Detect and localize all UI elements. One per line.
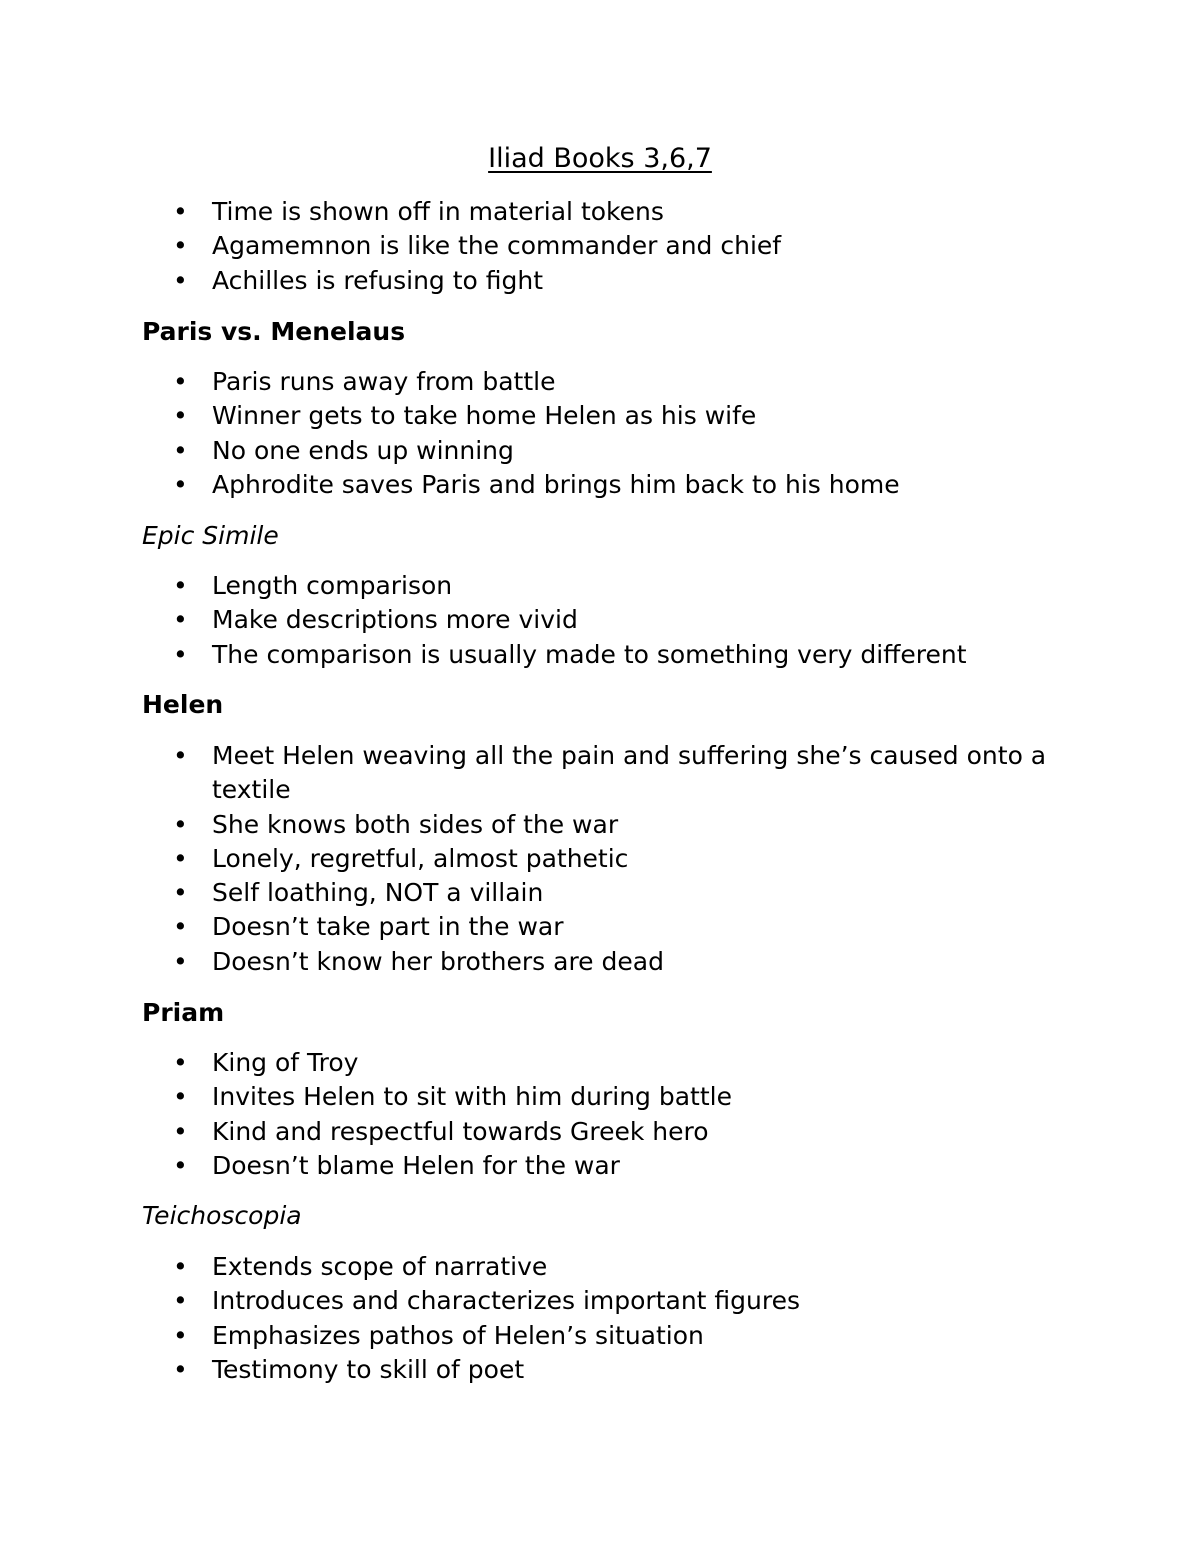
section-heading-teichoscopia: Teichoscopia: [142, 1201, 302, 1230]
page-title: [0, 141, 1200, 177]
list-item: • Doesn’t know her brothers are dead: [0, 945, 1200, 979]
section-list-epic-simile: [0, 569, 1200, 672]
section-list-paris-vs-menelaus: [0, 365, 1200, 502]
list-item: • King of Troy: [0, 1046, 1200, 1080]
list-item: • Time is shown off in material tokens: [0, 195, 1200, 229]
list-item: • Emphasizes pathos of Helen’s situation: [0, 1319, 1200, 1353]
list-item: • She knows both sides of the war: [0, 808, 1200, 842]
list-item: • Extends scope of narrative: [0, 1250, 1200, 1284]
section-heading-priam: Priam: [142, 998, 225, 1027]
list-item: • Agamemnon is like the commander and chief: [0, 229, 1200, 263]
intro-list: [0, 195, 1200, 298]
list-item: • Length comparison: [0, 569, 1200, 603]
list-item: • Testimony to skill of poet: [0, 1353, 1200, 1387]
list-item: • Doesn’t take part in the war: [0, 910, 1200, 944]
list-item: • The comparison is usually made to something very different: [0, 638, 1200, 672]
list-item: • Invites Helen to sit with him during battle: [0, 1080, 1200, 1114]
list-item: • Doesn’t blame Helen for the war: [0, 1149, 1200, 1183]
list-item: • Self loathing, NOT a villain: [0, 876, 1200, 910]
list-item: • Paris runs away from battle: [0, 365, 1200, 399]
section-heading-helen: Helen: [142, 690, 224, 719]
list-item: • No one ends up winning: [0, 434, 1200, 468]
section-list-teichoscopia: [0, 1250, 1200, 1387]
list-item: • Introduces and characterizes important figures: [0, 1284, 1200, 1318]
page-title-text: Iliad Books 3,6,7: [488, 143, 712, 174]
list-item: • Lonely, regretful, almost pathetic: [0, 842, 1200, 876]
list-item: • Achilles is refusing to fight: [0, 264, 1200, 298]
list-item: • Aphrodite saves Paris and brings him back to his home: [0, 468, 1200, 502]
section-heading-epic-simile: Epic Simile: [142, 521, 279, 550]
section-list-priam: [0, 1046, 1200, 1183]
list-item: • Make descriptions more vivid: [0, 603, 1200, 637]
section-list-helen: [0, 739, 1200, 979]
section-heading-paris-vs-menelaus: Paris vs. Menelaus: [142, 317, 406, 346]
list-item: • Winner gets to take home Helen as his wife: [0, 399, 1200, 433]
list-item: • Kind and respectful towards Greek hero: [0, 1115, 1200, 1149]
list-item: • Meet Helen weaving all the pain and suffering she’s caused onto a textile: [0, 739, 1200, 808]
